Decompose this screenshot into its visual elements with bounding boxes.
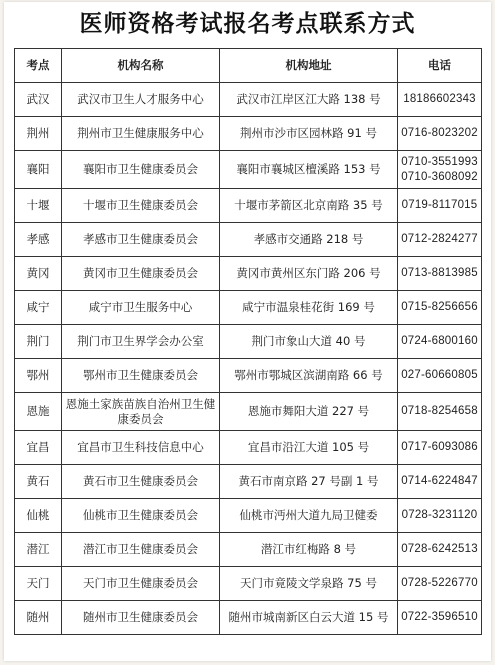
cell-org: 黄石市卫生健康委员会 xyxy=(62,465,220,499)
cell-address: 咸宁市温泉桂花街 169 号 xyxy=(220,291,398,325)
cell-phone xyxy=(398,533,482,567)
cell-address: 襄阳市襄城区檀溪路 153 号 xyxy=(220,151,398,189)
cell-city: 襄阳 xyxy=(15,151,62,189)
table-row xyxy=(15,393,482,431)
cell-org: 荆门市卫生界学会办公室 xyxy=(62,325,220,359)
cell-city: 恩施 xyxy=(15,393,62,431)
cell-address: 黄冈市黄州区东门路 206 号 xyxy=(220,257,398,291)
cell-address: 孝感市交通路 218 号 xyxy=(220,223,398,257)
cell-org: 潜江市卫生健康委员会 xyxy=(62,533,220,567)
table-row xyxy=(15,567,482,601)
document-page xyxy=(4,2,491,661)
table-row xyxy=(15,117,482,151)
table-row xyxy=(15,189,482,223)
phone-number: 0728-3231120 xyxy=(401,509,478,521)
cell-address: 仙桃市沔州大道九局卫健委 xyxy=(220,499,398,533)
table-row xyxy=(15,431,482,465)
cell-phone xyxy=(398,83,482,117)
cell-phone xyxy=(398,189,482,223)
table-row xyxy=(15,151,482,189)
cell-org: 黄冈市卫生健康委员会 xyxy=(62,257,220,291)
cell-address: 武汉市江岸区江大路 138 号 xyxy=(220,83,398,117)
cell-city: 仙桃 xyxy=(15,499,62,533)
cell-address: 荆门市象山大道 40 号 xyxy=(220,325,398,359)
cell-address: 宜昌市沿江大道 105 号 xyxy=(220,431,398,465)
cell-city: 十堰 xyxy=(15,189,62,223)
cell-city: 咸宁 xyxy=(15,291,62,325)
cell-org: 宜昌市卫生科技信息中心 xyxy=(62,431,220,465)
phone-number: 18186602343 xyxy=(403,93,476,105)
cell-phone xyxy=(398,117,482,151)
cell-city: 黄石 xyxy=(15,465,62,499)
table-row xyxy=(15,499,482,533)
cell-org: 天门市卫生健康委员会 xyxy=(62,567,220,601)
phone-number: 0722-3596510 xyxy=(401,611,478,623)
cell-address: 潜江市红梅路 8 号 xyxy=(220,533,398,567)
cell-city: 宜昌 xyxy=(15,431,62,465)
table-body xyxy=(15,83,482,635)
cell-org: 恩施土家族苗族自治州卫生健康委员会 xyxy=(62,393,220,431)
cell-org: 襄阳市卫生健康委员会 xyxy=(62,151,220,189)
phone-number: 0714-6224847 xyxy=(401,475,478,487)
phone-number: 027-60660805 xyxy=(401,369,478,381)
cell-org: 武汉市卫生人才服务中心 xyxy=(62,83,220,117)
header-address: 机构地址 xyxy=(220,49,398,83)
cell-city: 武汉 xyxy=(15,83,62,117)
phone-number: 0728-5226770 xyxy=(401,577,478,589)
cell-phone xyxy=(398,151,482,189)
header-org: 机构名称 xyxy=(62,49,220,83)
cell-address: 十堰市茅箭区北京南路 35 号 xyxy=(220,189,398,223)
phone-number: 0724-6800160 xyxy=(401,335,478,347)
cell-phone xyxy=(398,325,482,359)
cell-phone xyxy=(398,499,482,533)
cell-address: 黄石市南京路 27 号副 1 号 xyxy=(220,465,398,499)
cell-address: 随州市城南新区白云大道 15 号 xyxy=(220,601,398,635)
cell-phone xyxy=(398,257,482,291)
table-row xyxy=(15,325,482,359)
cell-phone xyxy=(398,431,482,465)
phone-number: 0716-8023202 xyxy=(401,127,478,139)
cell-city: 随州 xyxy=(15,601,62,635)
table-row xyxy=(15,291,482,325)
cell-address: 天门市竟陵文学泉路 75 号 xyxy=(220,567,398,601)
phone-number: 0717-6093086 xyxy=(401,441,478,453)
header-city: 考点 xyxy=(15,49,62,83)
table-row xyxy=(15,533,482,567)
cell-phone xyxy=(398,465,482,499)
phone-number: 0712-2824277 xyxy=(401,233,478,245)
table-row xyxy=(15,359,482,393)
cell-org: 咸宁市卫生服务中心 xyxy=(62,291,220,325)
cell-org: 十堰市卫生健康委员会 xyxy=(62,189,220,223)
cell-city: 孝感 xyxy=(15,223,62,257)
table-row xyxy=(15,601,482,635)
table-row xyxy=(15,465,482,499)
phone-number: 0710-3551993 xyxy=(401,155,478,168)
table-row xyxy=(15,223,482,257)
cell-phone xyxy=(398,601,482,635)
cell-city: 鄂州 xyxy=(15,359,62,393)
cell-city: 天门 xyxy=(15,567,62,601)
cell-address: 恩施市舞阳大道 227 号 xyxy=(220,393,398,431)
cell-city: 黄冈 xyxy=(15,257,62,291)
cell-address: 荆州市沙市区园林路 91 号 xyxy=(220,117,398,151)
phone-number: 0715-8256656 xyxy=(401,301,478,313)
phone-number: 0719-8117015 xyxy=(401,199,478,211)
page-title: 医师资格考试报名考点联系方式 xyxy=(79,11,416,37)
cell-city: 荆门 xyxy=(15,325,62,359)
cell-org: 孝感市卫生健康委员会 xyxy=(62,223,220,257)
table-row xyxy=(15,83,482,117)
phone-number: 0713-8813985 xyxy=(401,267,478,279)
cell-org: 鄂州市卫生健康委员会 xyxy=(62,359,220,393)
phone-number: 0718-8254658 xyxy=(401,405,478,417)
cell-address: 鄂州市鄂城区滨湖南路 66 号 xyxy=(220,359,398,393)
table-row xyxy=(15,257,482,291)
cell-org: 荆州市卫生健康服务中心 xyxy=(62,117,220,151)
cell-org: 随州市卫生健康委员会 xyxy=(62,601,220,635)
phone-number: 0710-3608092 xyxy=(401,170,478,183)
cell-phone xyxy=(398,223,482,257)
cell-phone xyxy=(398,393,482,431)
phone-number: 0728-6242513 xyxy=(401,543,478,555)
cell-city: 荆州 xyxy=(15,117,62,151)
cell-phone xyxy=(398,291,482,325)
contact-table xyxy=(14,48,482,635)
table-header-row xyxy=(15,49,482,83)
cell-org: 仙桃市卫生健康委员会 xyxy=(62,499,220,533)
cell-phone xyxy=(398,567,482,601)
cell-phone xyxy=(398,359,482,393)
header-phone: 电话 xyxy=(398,49,482,83)
cell-city: 潜江 xyxy=(15,533,62,567)
